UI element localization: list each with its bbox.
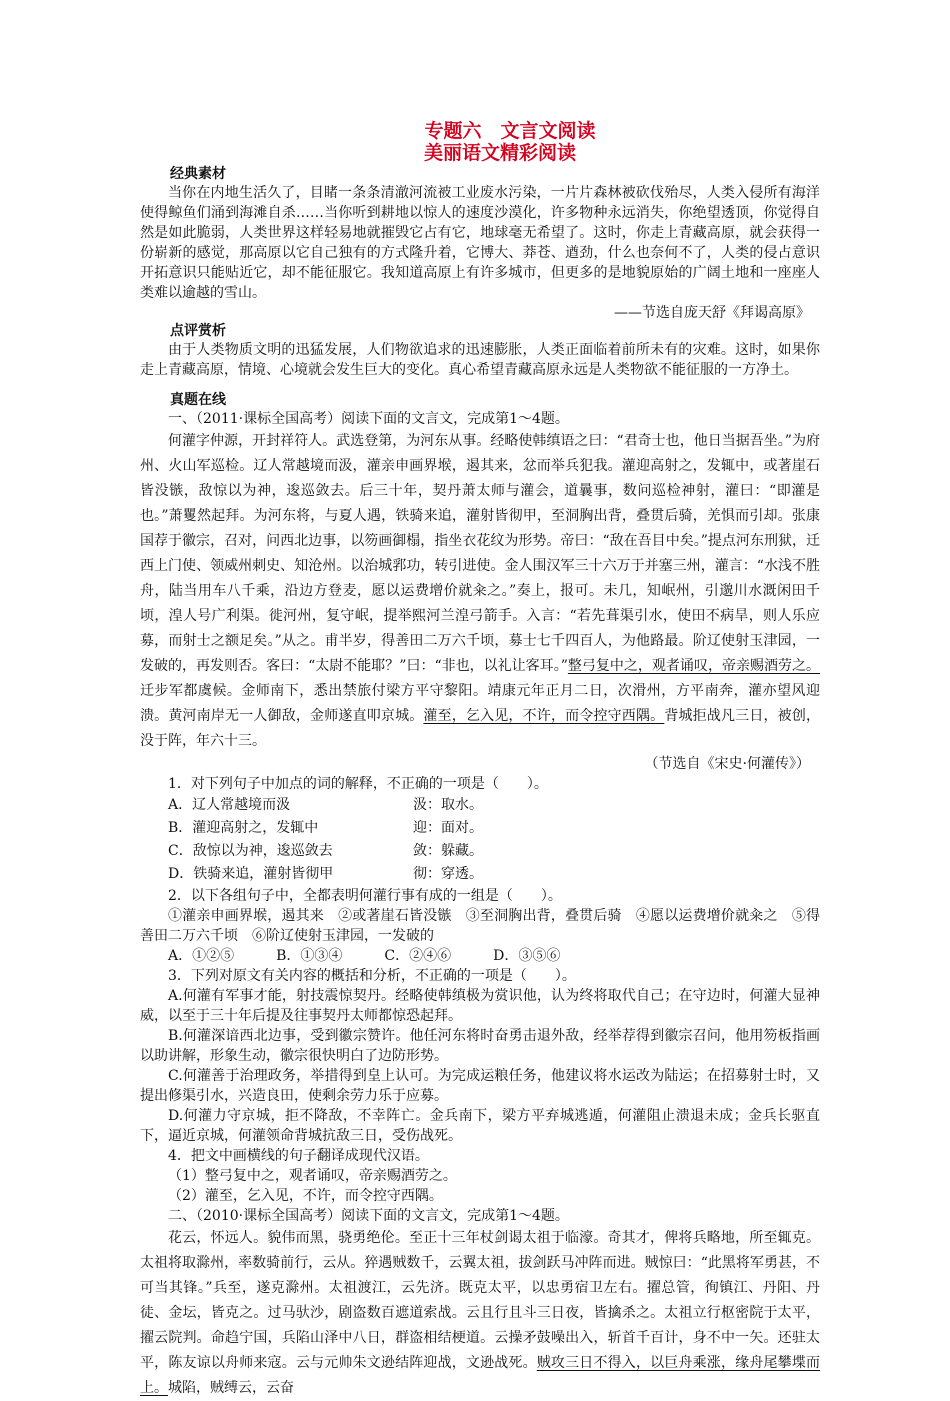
underlined-sentence-2: 灌至，乞入见，不许，而令控守西隅。 [423, 708, 665, 724]
question-3-stem: 3．下列对原文有关内容的概括和分析，不正确的一项是（ ）。 [168, 968, 576, 984]
underlined-sentence-1: 整弓复中之，观者诵叹，帝亲赐酒劳之。 [567, 658, 820, 674]
question-2-stem: 2．以下各组句子中，全都表明何灌行事有成的一组是（ ）。 [168, 888, 562, 904]
passage-end-text: 背城拒战凡三日，被创，没于阵，年六十三。 [140, 708, 821, 749]
question-3-option-c: C.何灌善于治理政务，举措得到皇上认可。为完成运粮任务，他建议将水运改为陆运；在招募射士时，又提出修渠引水，兴造良田，使剩余劳力乐于应募。 [140, 1068, 820, 1104]
exam-part2-passage [140, 1226, 820, 1401]
question-1-option-a: A．辽人常越境而汲 汲：取水。 [168, 797, 483, 813]
question-2-choices: A．①②⑤ B．①③④ C．②④⑥ D．③⑤⑥ [168, 948, 561, 964]
passage2-underlined-sentence: 贼攻三日不得入，以巨舟乘涨，缘舟尾攀堞而上。 [140, 1355, 820, 1396]
question-3-option-a: A.何灌有军事才能，射技震惊契丹。经略使韩缜极为赏识他，认为终将取代自己；在守边时，何灌大显神威，以至于三十年后提及往事契丹太师都惊恐起拜。 [140, 988, 820, 1024]
page-subtitle: 美丽语文精彩阅读 [423, 142, 576, 164]
section-heading-review: 点评赏析 [170, 323, 226, 339]
question-2-items: ①灌亲申画界堠，遏其来 ②或著崖石皆没镞 ③至洞胸出背，叠贯后骑 ④愿以运费增价就籴之 ⑤得善田二万六千顷 ⑥阶辽使射玉津园，一发破的 [140, 908, 820, 944]
question-3-option-d: D.何灌力守京城，拒不降敌，不幸阵亡。金兵南下，梁方平弃城逃遁，何灌阻止溃退未成；金兵长驱直下，逼近京城，何灌领命背城抗敌三日，受伤战死。 [140, 1108, 820, 1144]
question-4-sentence-2: （2）灌至，乞入见，不许，而令控守西隅。 [168, 1188, 443, 1204]
passage-middle-text: 迁步军都虞候。金师南下，悉出禁旅付梁方平守黎阳。靖康元年正月二日，次滑州，方平南奔，灌亦望风迎溃。黄河南岸无一人御敌，金师遂直叩京城。 [140, 683, 820, 724]
passage2-end-text: 城陷，贼缚云，云奋 [168, 1380, 294, 1396]
passage2-main-text: 花云，怀远人。貌伟而黑，骁勇绝伦。至正十三年杖剑谒太祖于临濠。奇其才，俾将兵略地，所至辄克。太祖将取滁州，率数骑前行，云从。猝遇贼数千，云翼太祖，拔剑跃马冲阵而进。贼惊曰：“此黑将军勇甚，不可当其锋。”兵至，遂克滁州。太祖渡江，云先济。既克太平，以忠勇宿卫左右。擢总管，徇镇江、丹阳、丹徒、金坛，皆克之。过马驮沙，剧盗数百遮道索战。云且行且斗三日夜，皆擒杀之。太祖立行枢密院于太平，擢云院判。命趋宁国，兵陷山泽中八日，群盗相结梗道。云操矛鼓噪出入，斩首千百计，身不中一矢。还驻太平，陈友谅以舟师来寇。云与元帅朱文逊结阵迎战，文逊战死。 [140, 1230, 820, 1371]
question-4-stem: 4．把文中画横线的句子翻译成现代汉语。 [168, 1148, 429, 1164]
classic-paragraph: 当你在内地生活久了，目睹一条条清澈河流被工业废水污染，一片片森林被砍伐殆尽，人类入侵所有海洋使得鲸鱼们涌到海滩自杀……当你听到耕地以惊人的速度沙漠化，许多物种永远消失，你绝望透顶，你觉得自然是如此脆弱，人类世界这样轻易地就摧毁它占有它，地球毫无希望了。这时，你走上青藏高原，就会获得一份崭新的感觉，那高原以它自己独有的方式隆升着，它博大、莽苍、遒劲，什么也奈何不了，人类的侵占意识开拓意识只能贴近它，却不能征服它。我知道高原上有许多城市，但更多的是地貌原始的广阔土地和一座座人类难以逾越的雪山。 [140, 185, 820, 301]
classic-source: ——节选自庞天舒《拜谒高原》 [614, 305, 810, 321]
question-1-option-b: B．灌迎高射之，发辄中 迎：面对。 [168, 820, 483, 836]
page-title: 专题六 文言文阅读 [424, 120, 596, 142]
question-3-option-b: B.何灌深谙西北边事，受到徽宗赞许。他任河东将时奋勇击退外敌，经举荐得到徽宗召问，他用笏板指画以助讲解，形象生动，徽宗很快明白了边防形势。 [140, 1028, 820, 1064]
exam-part1-intro: 一、（2011·课标全国高考）阅读下面的文言文，完成第1～4题。 [168, 411, 569, 427]
question-1-option-c: C．敌惊以为神，逡巡敛去 敛：躲藏。 [168, 843, 483, 859]
passage-main-text: 何灌字仲源，开封祥符人。武选登第，为河东从事。经略使韩缜语之曰：“君奇士也，他日当据吾坐。”为府州、火山军巡检。辽人常越境而汲，灌亲申画界堠，遏其来，忿而举兵犯我。灌迎高射之，发辄中，或著崖石皆没镞，敌惊以为神，逡巡敛去。后三十年，契丹萧太师与灌会，道曩事，数问巡检神射，灌曰：“即灌是也。”萧矍然起拜。为河东将，与夏人遇，铁骑来追，灌射皆彻甲，至洞胸出背，叠贯后骑，羌惧而引却。张康国荐于徽宗，召对，问西北边事，以笏画御榻，指坐衣花纹为形势。帝曰：“敌在吾目中矣。”提点河东刑狱，迁西上门使、领威州刺史、知沧州。以治城郛功，转引进使。金人围汉军三十六万于并塞三州，灌言：“水浅不胜舟，陆当用车八千乘，沿边方登麦，愿以运费增价就籴之。”奏上，报可。未几，知岷州，引邈川水溉闲田千顷，湟人号广利渠。徙河州，复守岷，提举熙河兰湟弓箭手。入言：“若先葺渠引水，使田不病旱，则人乐应募，而射士之额足矣。”从之。甫半岁，得善田二万六千顷，募士七千四百人，为他路最。阶辽使射玉津园，一发破的，再发则否。客曰：“太尉不能耶？”曰：“非也，以礼让客耳。” [140, 433, 820, 674]
review-paragraph: 由于人类物质文明的迅猛发展，人们物欲追求的迅速膨胀，人类正面临着前所未有的灾难。这时，如果你走上青藏高原，情境、心境就会发生巨大的变化。真心希望青藏高原永远是人类物欲不能征服的一方净土。 [140, 342, 820, 378]
question-4-sentence-1: （1）整弓复中之，观者诵叹，帝亲赐酒劳之。 [168, 1168, 457, 1184]
exam-part2-intro: 二、（2010·课标全国高考）阅读下面的文言文，完成第1～4题。 [168, 1208, 569, 1224]
question-1-stem: 1．对下列句子中加点的词的解释，不正确的一项是（ ）。 [168, 776, 548, 792]
section-heading-exam: 真题在线 [170, 392, 226, 408]
section-heading-classic: 经典素材 [170, 166, 226, 182]
document-content [140, 120, 820, 1401]
exam-part1-passage [140, 429, 820, 754]
passage-source: （节选自《宋史·何灌传》） [644, 756, 810, 772]
question-1-option-d: D．铁骑来追，灌射皆彻甲 彻：穿透。 [168, 866, 483, 882]
